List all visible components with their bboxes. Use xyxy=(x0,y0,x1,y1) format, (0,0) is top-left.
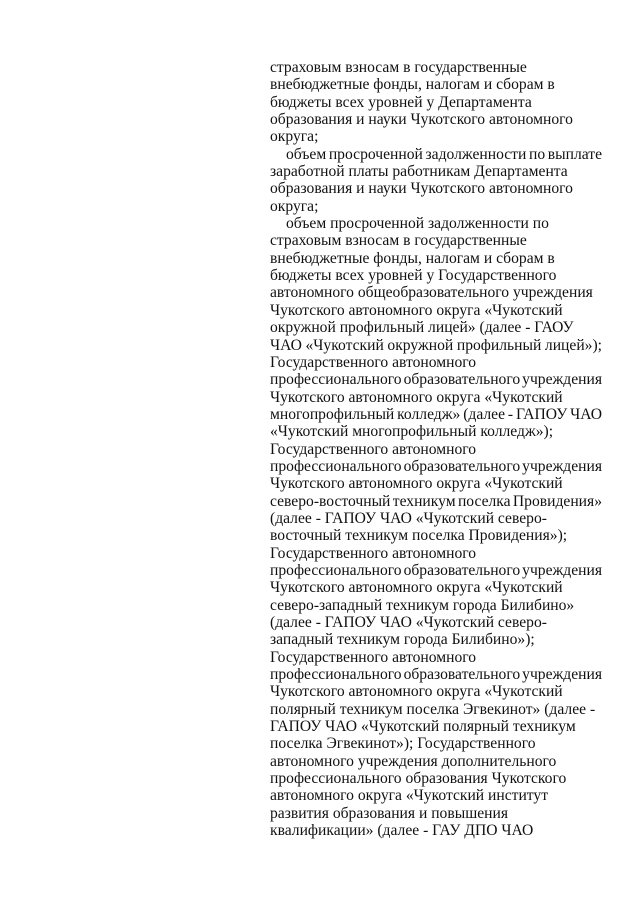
text-line: профессионального образования Чукотского xyxy=(270,770,567,788)
paragraph-first-line: объем просроченной задолженности по выплате xyxy=(286,145,602,163)
text-line: образования и науки Чукотского автономного xyxy=(270,111,573,129)
text-line: бюджеты всех уровней у Государственного xyxy=(270,267,557,285)
text-line: квалификации» (далее - ГАУ ДПО ЧАО xyxy=(270,822,534,840)
text-line: Чукотского автономного округа «Чукотский xyxy=(270,683,563,701)
text-line: заработной платы работникам Департамента xyxy=(270,163,568,181)
text-line: ГАПОУ ЧАО «Чукотский полярный техникум xyxy=(270,718,576,736)
text-line: Чукотского автономного округа «Чукотский xyxy=(270,579,563,597)
document-page xyxy=(270,59,602,839)
text-line: автономного округа «Чукотский институт xyxy=(270,787,549,805)
text-line: Государственного автономного xyxy=(270,353,477,371)
text-line: Чукотского автономного округа «Чукотский xyxy=(270,475,563,493)
text-line: многопрофильный колледж» (далее - ГАПОУ ЧАО xyxy=(270,405,602,423)
text-line: восточный техникум поселка Провидения»); xyxy=(270,527,568,545)
text-line: образования и науки Чукотского автономного xyxy=(270,180,573,198)
text-line: внебюджетные фонды, налогам и сборам в xyxy=(270,249,555,267)
text-line: внебюджетные фонды, налогам и сборам в xyxy=(270,76,555,94)
text-line: профессионального образовательного учреждения xyxy=(270,371,602,389)
text-line: Чукотского автономного округа «Чукотский xyxy=(270,388,563,406)
text-line: автономного общеобразовательного учреждения xyxy=(270,284,593,302)
text-line: (далее - ГАПОУ ЧАО «Чукотский северо- xyxy=(270,509,547,527)
text-line: Государственного автономного xyxy=(270,544,477,562)
text-line: полярный техникум поселка Эгвекинот» (далее - xyxy=(270,700,596,718)
text-line: округа; xyxy=(270,128,319,146)
text-line: округа; xyxy=(270,197,319,215)
text-line: северо-восточный техникум поселка Провидения» xyxy=(270,492,602,510)
text-line: ЧАО «Чукотский окружной профильный лицей»); xyxy=(270,336,602,354)
text-line: Чукотского автономного округа «Чукотский xyxy=(270,301,563,319)
text-line: профессионального образовательного учреждения xyxy=(270,561,602,579)
text-line: западный техникум города Билибино»); xyxy=(270,631,535,649)
text-line: профессионального образовательного учреждения xyxy=(270,457,602,475)
text-line: Государственного автономного xyxy=(270,648,477,666)
text-line: окружной профильный лицей» (далее - ГАОУ xyxy=(270,319,574,337)
text-line: «Чукотский многопрофильный колледж»); xyxy=(270,423,554,441)
text-line: Государственного автономного xyxy=(270,440,477,458)
text-line: бюджеты всех уровней у Департамента xyxy=(270,93,532,111)
text-line: (далее - ГАПОУ ЧАО «Чукотский северо- xyxy=(270,614,547,631)
text-line: развития образования и повышения xyxy=(270,804,508,822)
text-line: профессионального образовательного учреждения xyxy=(270,666,602,684)
text-line: страховым взносам в государственные xyxy=(270,59,527,76)
text-line: северо-западный техникум города Билибино» xyxy=(270,596,575,614)
text-line: автономного учреждения дополнительного xyxy=(270,752,557,770)
text-line: поселка Эгвекинот»); Государственного xyxy=(270,735,536,753)
text-line: страховым взносам в государственные xyxy=(270,232,527,250)
paragraph-first-line: объем просроченной задолженности по xyxy=(286,215,549,233)
